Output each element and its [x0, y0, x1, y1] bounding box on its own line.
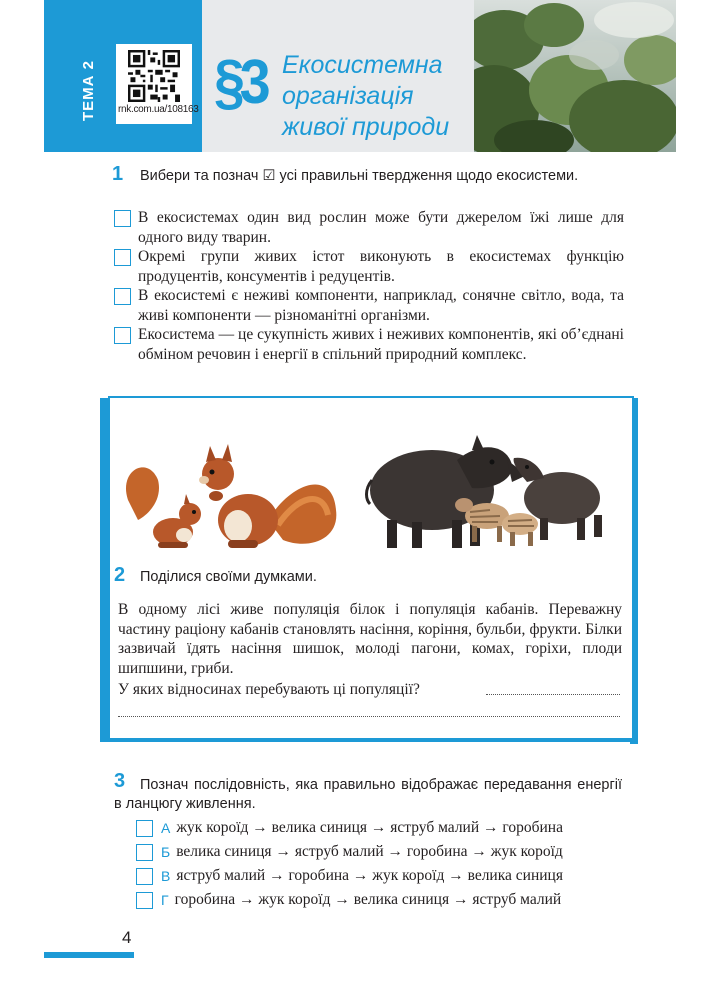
task1-checkbox-4[interactable]: [114, 327, 131, 344]
task1-statement-4: Екосистема — це сукупність живих і неживих компонентів, які об’єднані обміном речовин і енергії в спільний природний комплекс.: [138, 326, 624, 363]
topic-label: ТЕМА 2: [79, 59, 97, 121]
task3-option-a[interactable]: [136, 818, 563, 838]
squirrels-image: [118, 440, 343, 555]
answer-line-2[interactable]: [118, 716, 620, 717]
qr-url[interactable]: rnk.com.ua/108163: [118, 104, 199, 115]
task1-statement-1: В екосистемах один вид рослин може бути джерелом їжі лише для одного виду тварин.: [138, 209, 624, 246]
task3-option-d[interactable]: [136, 890, 561, 910]
option-text: жук короїд → велика синиця → яструб малий → горобина: [176, 819, 563, 836]
task3-instruction: Познач послідовність, яка правильно відображає передавання енергії в ланцюгу живлення.: [114, 777, 622, 812]
task3-checkbox-d[interactable]: [136, 892, 153, 909]
task3-option-b[interactable]: [136, 842, 563, 862]
boars-image: [362, 420, 612, 555]
answer-line-1[interactable]: [486, 694, 620, 695]
task3-option-c[interactable]: [136, 866, 563, 886]
option-letter: Б: [161, 844, 171, 860]
option-letter: А: [161, 820, 171, 836]
qr-code-icon: [128, 50, 180, 102]
task3-checkbox-c[interactable]: [136, 868, 153, 885]
task2-frame-left: [100, 404, 108, 742]
option-text: яструб малий → горобина → жук короїд → велика синиця: [176, 867, 563, 884]
option-letter: В: [161, 868, 171, 884]
task3-checkbox-b[interactable]: [136, 844, 153, 861]
task2-number: 2: [114, 564, 126, 586]
task2-question: У яких відносинах перебувають ці популяції?: [118, 681, 420, 698]
footer-bar: [44, 952, 134, 958]
task1-checkbox-3[interactable]: [114, 288, 131, 305]
task1-checkbox-2[interactable]: [114, 249, 131, 266]
task1-number: 1: [112, 163, 124, 185]
task3-number: 3: [114, 770, 126, 792]
task2-text: В одному лісі живе популяція білок і популяція кабанів. Переважну частину раціону кабанів становлять насіння, коріння, бульби, фрукти. Білки зазвичай їдять насіння шишок, молоді пагони, комах, горіхи, плоди шипшини, гриби.: [118, 601, 622, 677]
option-letter: Г: [161, 892, 169, 908]
option-text: горобина → жук короїд → велика синиця → яструб малий: [174, 891, 562, 908]
task3-checkbox-a[interactable]: [136, 820, 153, 837]
section-title: Екосистемна організація живої природи: [282, 51, 450, 141]
task1-statement-3: В екосистемі є неживі компоненти, наприклад, сонячне світло, вода, та живі компоненти — різноманітні організми.: [138, 287, 624, 324]
page-number: 4: [122, 928, 132, 947]
option-text: велика синиця → яструб малий → горобина → жук короїд: [176, 843, 563, 860]
task1-instruction: Вибери та познач ☑ усі правильні твердження щодо екосистеми.: [140, 168, 579, 184]
task2-instruction: Поділися своїми думками.: [140, 569, 317, 585]
paragraph-sign: §3: [214, 48, 266, 117]
forest-photo: [474, 0, 676, 152]
task1-checkbox-1[interactable]: [114, 210, 131, 227]
task1-statement-2: Окремі групи живих істот виконують в екосистемах функцію продуцентів, консументів і редуцентів.: [138, 248, 624, 285]
